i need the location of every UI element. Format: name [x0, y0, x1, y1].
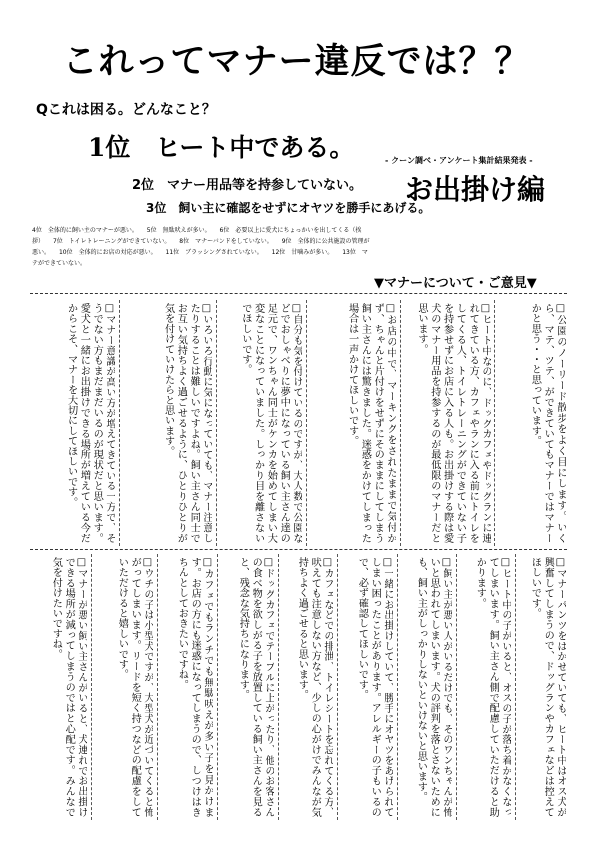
column-divider	[397, 554, 398, 820]
column-divider	[157, 554, 158, 820]
category-title: お出掛け編	[405, 173, 546, 206]
comment-block: □自分も気を付けているのですが、大人数で公園などでおしゃべりに夢中になっている飼い主さん達の足元で、ワンちゃん同士がケンカを始めてしまい大変なことになっていました。しっかり目を離さないでほしいです。	[239, 303, 302, 543]
comment-block: □マナーパンツをはかせていても、ヒート中はオス犬が興奮してしまうので、ドッグランやカフェなどは控えてほしいです。	[529, 557, 566, 817]
comment-block: □マナーが悪い飼い主さんがいると、犬連れでお出掛けできる場所が減ってしまうのではと心配です。みんなで気を付けたいですね。	[50, 557, 87, 817]
rank-item: 12位 甘噛みが多い。	[271, 249, 334, 256]
rank-1: 1位 ヒート中である。	[88, 133, 355, 162]
question-heading: Qこれは困る。どんなこと？	[36, 102, 216, 118]
comment-block: □一緒にお出掛けしていて、勝手にオヤツをあげられてしまい困ったことがあります。アレルギーの子もいるので、必ず確認してほしいです。	[356, 557, 393, 817]
rank-item: 13位 マテができていない。	[32, 249, 368, 267]
comment-block: □お店の中で、マーキングをされたままで気付かず、ちゃんと片付けをせずにそのままにしてしまう飼い主さんには驚きました。迷惑をかけてしまった場合は一声かけてほしいです。	[346, 303, 396, 543]
comment-block: □ヒート中なのに、ドッグカフェやドッグランに連れてきている方、カフェやランに入る前にトイレをしてくる人、トイレトレーニングができていない子を持参せずにお店に入る人も。お出掛けする際は愛犬のマナー用品を持参するのが最低限のマナーだと思います。	[416, 303, 491, 543]
comment-block: □カフェなどでの排泄、トイレシートを忘れてくる方、吠えても注意しない方など、少しの心がけでみんなが気持ちよく過ごせると思います。	[296, 557, 333, 817]
column-divider	[515, 554, 516, 820]
comment-block: □カフェでもランチでも無駄吠えが多い子を見かけます。お店の方にも迷惑になってしまうので、しつけはきちんとしておきたいですね。	[176, 557, 213, 817]
column-divider	[216, 300, 217, 546]
column-divider	[119, 300, 120, 546]
rank-2: 2位 マナー用品等を持参していない。	[132, 178, 363, 193]
other-ranks-list	[32, 225, 372, 269]
divider	[30, 549, 567, 550]
column-divider	[456, 554, 457, 820]
rank-item: 9位 全体的に公共施設の管理が悪い。	[32, 238, 370, 256]
column-divider	[91, 554, 92, 820]
rank-item: 10位 全体的にお店の対応が悪い。	[58, 249, 157, 256]
comment-block: □公園のノーリード散歩をよく目にします。いくら、マテ、ツテ、ができていてもマナーではマナーかと思う・・と思っています。	[529, 303, 566, 543]
survey-note: - クーン調べ・アンケート集計結果発表 -	[385, 156, 533, 165]
comment-block: □ドッグカフェでテーブルに上がったり、他のお客さんの食べ物を欲しがる子を放置している飼い主さんを見ると、残念な気持ちになります。	[237, 557, 274, 817]
rank-item: 8位 マナーバンドをしていない。	[179, 238, 273, 245]
page-title: これってマナー違反では？？	[62, 41, 531, 82]
rank-item: 6位 必要以上に愛犬にちょっかいを出してくる（挨拶）	[32, 227, 362, 245]
column-divider	[278, 554, 279, 820]
rank-item: 11位 ブラッシングされていない。	[165, 249, 263, 256]
column-divider	[400, 300, 401, 546]
column-divider	[494, 300, 495, 546]
comment-block: □マナー意識が高い方が増えてきている一方で、そうでない方もまだまだいるのが現状だと思います。愛犬と一緒にお出掛けできる場所が増えている今だからこそ、マナーを大切にしてほしいです。	[65, 303, 115, 543]
rank-item: 4位 全体的に飼い主のマナーが悪い。	[32, 227, 138, 234]
column-divider	[337, 554, 338, 820]
column-divider	[217, 554, 218, 820]
column-divider	[306, 300, 307, 546]
comment-block: □ウチの子は小型犬ですが、大型犬が近づいてくると怖がってしまいます。リードを短く持つなどの配慮をしていただけると嬉しいです。	[116, 557, 153, 817]
rank-item: 5位 無駄吠えが多い。	[146, 227, 211, 234]
rank-3: 3位 飼い主に確認をせずにオヤツを勝手にあげる。	[146, 201, 431, 215]
comment-block: □飼い主が悪い人がいるだけでも、そのワンちゃんが怖いと思われてしまいます。犬の評判を落とさないためにも、飼い主がしっかりしないといけないと思います。	[415, 557, 452, 817]
comment-block: □ヒート中の子がいると、オスの子が落ち着かなくなってしまいます。飼い主さん側で配慮していただけると助かります。	[474, 557, 511, 817]
rank-item: 7位 トイレトレーニングができていない。	[52, 238, 171, 245]
divider	[30, 293, 567, 294]
comment-block: □いろいろ行動に気になっていても、マナー注意したりすることは難しいですよね。飼い主さん同士でお互い気持ちよく過ごせるように、ひとりひとりが気を付けていけたらと思います。	[162, 303, 212, 543]
section-heading: ▼マナーについて・ご意見▼	[374, 276, 537, 291]
